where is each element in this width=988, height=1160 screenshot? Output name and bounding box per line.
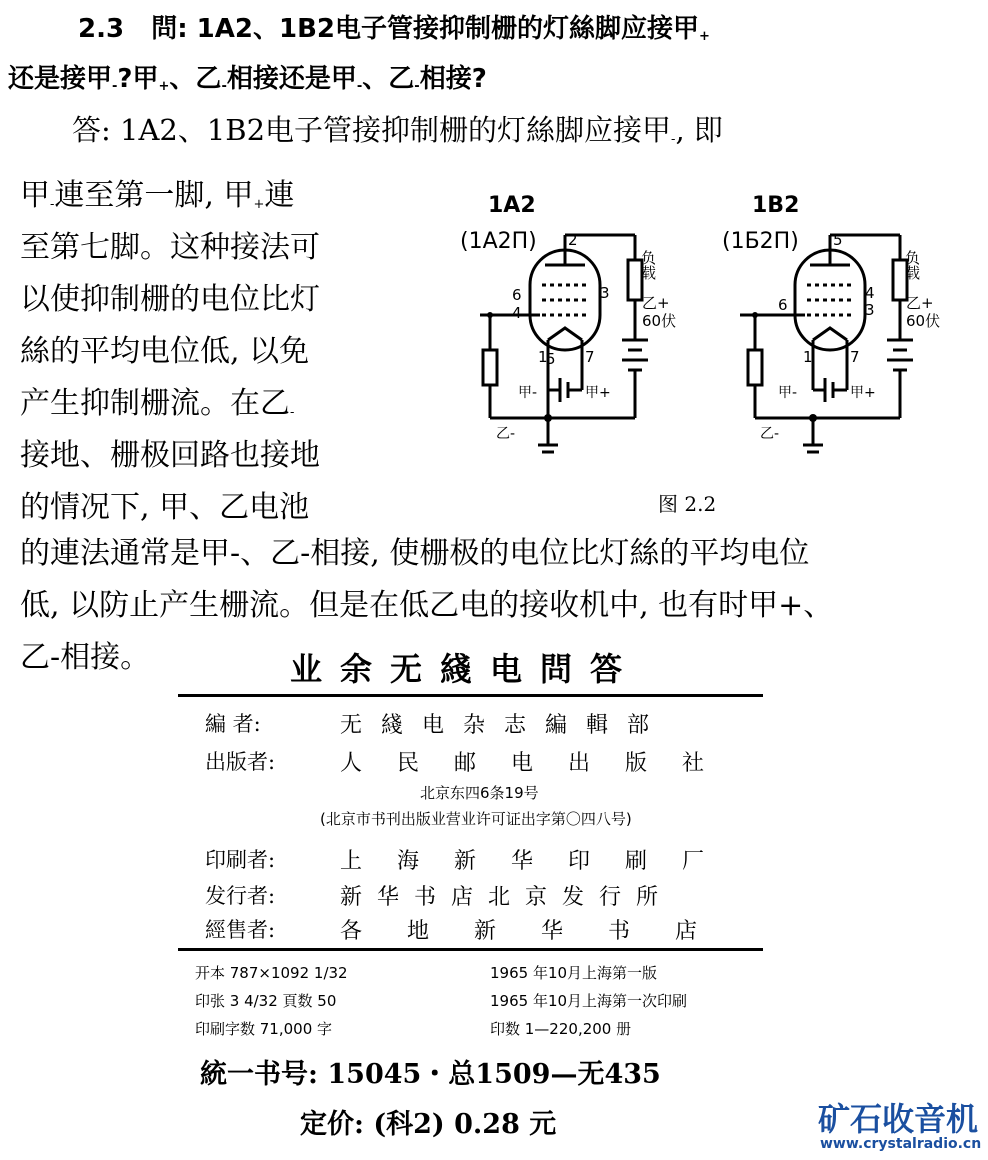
svg-text:甲-: 甲-	[518, 385, 538, 401]
tube1-name: 1A2	[488, 193, 536, 218]
price: 定价: (科2) 0.28 元	[300, 1109, 557, 1140]
svg-text:乙-: 乙-	[760, 426, 780, 442]
svg-text:乙+: 乙+	[642, 294, 670, 312]
svg-text:乙-: 乙-	[496, 426, 516, 442]
left-line-5: 产生抑制栅流。在乙$_-$	[20, 386, 295, 421]
tube2-name: 1B2	[752, 193, 800, 218]
question-line-2: 还是接甲$_-$?甲$_+$、乙$_-$相接还是甲$_-$、乙$_-$相接?	[8, 64, 487, 94]
answer-left-column	[20, 170, 390, 534]
tube2-alt: (1Б2П)	[722, 229, 799, 254]
printer: 上 海 新 华 印 刷 厂	[340, 849, 704, 874]
tube-1A2-symbol	[480, 235, 648, 452]
svg-text:5: 5	[833, 231, 843, 249]
distributor: 新 华 书 店 北 京 发 行 所	[340, 885, 658, 910]
printing: 1965 年10月上海第一次印刷	[490, 992, 688, 1010]
watermark-url: www.crystalradio.cn	[820, 1136, 982, 1152]
load-label-2: 负载	[903, 250, 921, 280]
svg-text:7: 7	[850, 348, 860, 366]
answer-line-full-1: 的連法通常是甲-、乙-相接, 使栅极的电位比灯絲的平均电位	[20, 536, 810, 571]
answer-line-1: 答: 1A2、1B2电子管接抑制栅的灯絲脚应接甲$_-$, 即	[72, 113, 723, 147]
left-line-3: 以使抑制栅的电位比灯	[20, 282, 320, 317]
left-line-7: 的情况下, 甲、乙电池	[20, 490, 310, 525]
svg-text:乙+: 乙+	[906, 294, 934, 312]
svg-text:60伏: 60伏	[906, 312, 941, 330]
editor: 无 綫 电 杂 志 編 輯 部	[340, 713, 649, 738]
publisher-license: (北京市书刊出版业营业许可证出字第〇四八号)	[320, 810, 632, 828]
svg-text:5: 5	[546, 350, 556, 368]
svg-text:1: 1	[803, 348, 813, 366]
words: 印刷字数 71,000 字	[195, 1020, 333, 1038]
left-line-1: 甲$_-$連至第一脚, 甲$_+$連	[20, 178, 295, 213]
svg-text:甲-: 甲-	[778, 385, 798, 401]
left-line-4: 絲的平均电位低, 以免	[20, 334, 310, 369]
question-line-1: 2.3 問: 1A2、1B2电子管接抑制栅的灯絲脚应接甲$_+$	[78, 14, 710, 44]
svg-text:6: 6	[778, 296, 788, 314]
figure-2-2	[460, 190, 941, 480]
colophon-top-rule	[178, 694, 763, 697]
svg-text:甲+: 甲+	[850, 385, 876, 401]
question-text-1: 問: 1A2、1B2电子管接抑制栅的灯絲脚应接甲	[151, 14, 699, 44]
colophon-mid-rule	[178, 948, 763, 951]
svg-text:7: 7	[585, 348, 595, 366]
load-label-1: 负载	[639, 250, 657, 280]
svg-text:3: 3	[865, 301, 875, 319]
svg-text:甲+: 甲+	[585, 385, 611, 401]
edition: 1965 年10月上海第一版	[490, 964, 658, 982]
isbn: 統一书号: 15045・总1509—无435	[200, 1059, 661, 1090]
seller: 各 地 新 华 书 店	[340, 919, 697, 944]
answer-line-full-2: 低, 以防止产生栅流。但是在低乙电的接收机中, 也有时甲+、	[20, 588, 834, 623]
sheets: 印张 3 4/32 頁数 50	[195, 992, 337, 1010]
svg-text:6: 6	[512, 286, 522, 304]
book-title: 业余无綫电問答	[290, 650, 641, 688]
left-line-2: 至第七脚。这种接法可	[20, 230, 320, 265]
left-line-6: 接地、栅极回路也接地	[20, 438, 320, 473]
svg-text:3: 3	[600, 284, 610, 302]
question-number: 2.3	[78, 14, 125, 44]
copies: 印数 1—220,200 册	[490, 1020, 632, 1038]
svg-text:1: 1	[538, 348, 548, 366]
tube1-alt: (1A2П)	[460, 229, 537, 254]
answer-line-full-3: 乙-相接。	[20, 640, 151, 675]
watermark-logo: 矿石收音机	[818, 1100, 979, 1138]
svg-text:60伏: 60伏	[642, 312, 677, 330]
publisher-address: 北京东四6条19号	[420, 784, 539, 802]
figure-caption: 图 2.2	[658, 492, 717, 516]
publisher: 人 民 邮 电 出 版 社	[340, 751, 704, 776]
svg-text:4: 4	[512, 304, 522, 322]
svg-text:4: 4	[865, 284, 875, 302]
svg-text:2: 2	[568, 231, 578, 249]
format: 开本 787×1092 1/32	[195, 964, 348, 982]
tube-1B2-symbol	[740, 235, 913, 452]
